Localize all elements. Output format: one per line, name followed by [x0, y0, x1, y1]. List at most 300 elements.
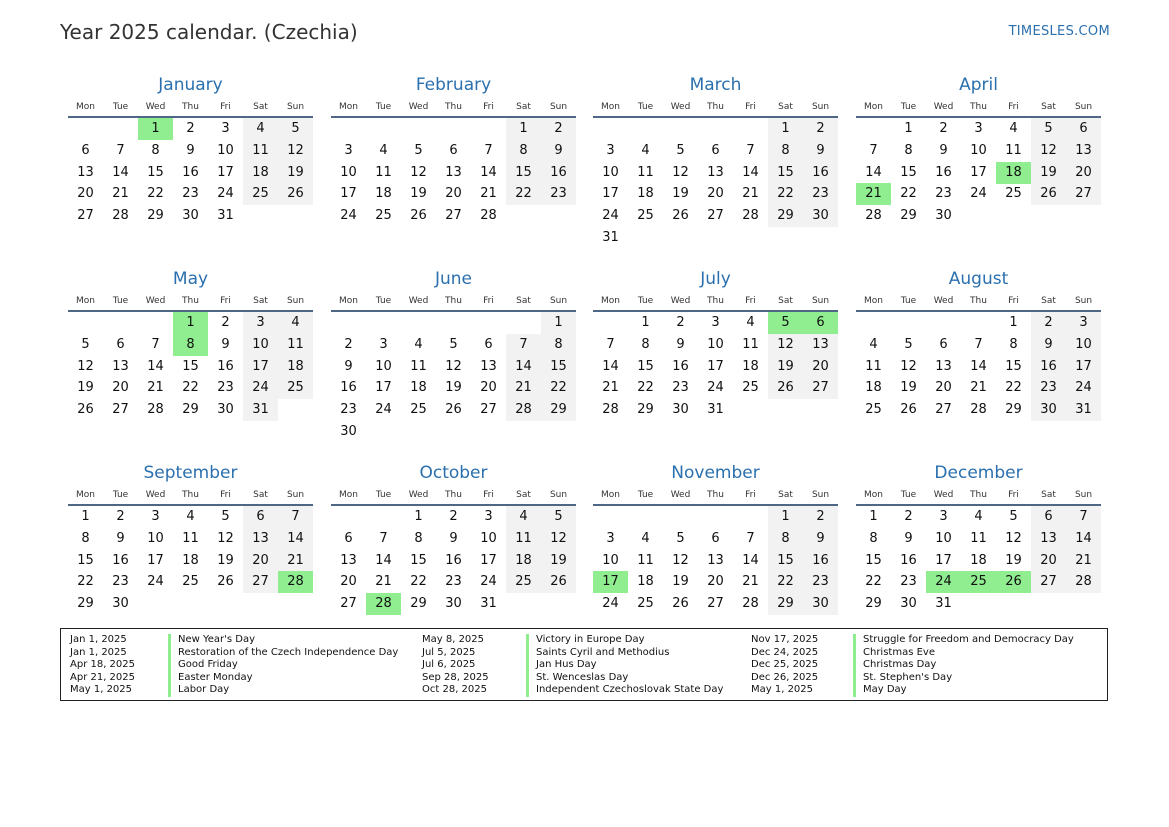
day-cell: 13 — [935, 358, 952, 374]
day-cell: 21 — [278, 550, 313, 572]
day-cell: 3 — [221, 121, 230, 136]
day-cell: 19 — [1031, 162, 1066, 184]
day-cell: 23 — [182, 186, 199, 202]
day-cell: 9 — [541, 140, 576, 162]
day-cell: 20 — [445, 186, 462, 202]
day-cell: 17 — [375, 380, 392, 396]
weekday-header: Fri — [745, 296, 756, 306]
day-cell: 5 — [221, 509, 230, 524]
day-cell: 8 — [869, 530, 878, 546]
day-cell: 22 — [147, 186, 164, 202]
holiday-day-cell: 1 — [138, 118, 173, 140]
weekday-header: Tue — [900, 490, 917, 500]
day-cell: 9 — [904, 530, 913, 546]
weekday-header: Mon — [864, 490, 883, 500]
day-cell: 30 — [340, 424, 357, 439]
day-cell: 16 — [803, 162, 838, 184]
day-cell: 19 — [410, 186, 427, 202]
holiday-name: Jan Hus Day — [526, 659, 723, 672]
day-cell: 9 — [449, 530, 458, 546]
day-cell: 4 — [641, 142, 650, 158]
day-cell: 1 — [768, 506, 803, 528]
day-cell: 24 — [217, 186, 234, 202]
day-cell: 11 — [375, 164, 392, 180]
weekday-header: Sat — [1041, 102, 1056, 112]
day-cell: 26 — [672, 208, 689, 224]
weekday-header: Sat — [253, 102, 268, 112]
day-cell: 20 — [1066, 162, 1101, 184]
day-cell: 25 — [865, 402, 882, 418]
day-cell: 5 — [904, 336, 913, 352]
day-cell: 24 — [375, 402, 392, 418]
day-cell: 6 — [711, 530, 720, 546]
day-cell: 10 — [243, 334, 278, 356]
day-cell: 27 — [803, 377, 838, 399]
day-cell: 4 — [506, 506, 541, 528]
day-cell: 25 — [506, 571, 541, 593]
month-name: December — [934, 463, 1023, 483]
day-cell: 27 — [77, 208, 94, 224]
day-cell: 18 — [637, 186, 654, 202]
legend-name-column — [168, 634, 398, 697]
day-cell: 8 — [414, 530, 423, 546]
day-cell: 16 — [935, 164, 952, 180]
day-cell: 1 — [541, 312, 576, 334]
day-cell: 6 — [243, 506, 278, 528]
day-cell: 1 — [869, 509, 878, 524]
day-cell: 6 — [484, 336, 493, 352]
weekday-header: Mon — [76, 490, 95, 500]
day-cell: 28 — [602, 402, 619, 418]
day-cell: 25 — [637, 208, 654, 224]
day-cell: 16 — [217, 358, 234, 374]
day-cell: 10 — [340, 164, 357, 180]
day-cell: 7 — [1066, 506, 1101, 528]
holiday-name: Independent Czechoslovak State Day — [526, 684, 723, 697]
weekday-header: Wed — [933, 102, 954, 112]
day-cell: 20 — [1031, 550, 1066, 572]
holiday-date: Jan 1, 2025 — [70, 646, 127, 658]
day-cell: 2 — [676, 315, 685, 330]
day-cell: 11 — [970, 530, 987, 546]
weekday-header: Mon — [76, 296, 95, 306]
day-cell: 21 — [742, 186, 759, 202]
weekday-header: Fri — [1008, 490, 1019, 500]
day-cell: 24 — [602, 208, 619, 224]
weekday-header: Wed — [408, 102, 429, 112]
day-cell: 12 — [445, 358, 462, 374]
legend-date-column — [70, 634, 135, 697]
day-cell: 23 — [935, 186, 952, 202]
weekday-header: Thu — [445, 102, 462, 112]
day-cell: 9 — [803, 528, 838, 550]
day-cell: 20 — [112, 380, 129, 396]
holiday-day-cell: 28 — [366, 593, 401, 615]
weekday-header: Sun — [549, 102, 568, 112]
day-cell: 15 — [768, 550, 803, 572]
day-cell: 3 — [606, 530, 615, 546]
weekday-header: Sun — [811, 102, 830, 112]
day-cell: 5 — [449, 336, 458, 352]
holiday-date: May 1, 2025 — [751, 684, 814, 696]
day-cell: 10 — [602, 164, 619, 180]
day-cell: 19 — [541, 550, 576, 572]
day-cell: 14 — [602, 358, 619, 374]
day-cell: 28 — [742, 208, 759, 224]
holiday-legend — [60, 628, 1108, 701]
day-cell: 3 — [151, 509, 160, 524]
day-cell: 21 — [375, 574, 392, 590]
day-cell: 11 — [637, 552, 654, 568]
day-cell: 13 — [243, 528, 278, 550]
day-cell: 27 — [707, 596, 724, 612]
day-cell: 10 — [970, 142, 987, 158]
day-cell: 25 — [410, 402, 427, 418]
day-cell: 17 — [935, 552, 952, 568]
day-cell: 20 — [480, 380, 497, 396]
day-cell: 4 — [278, 312, 313, 334]
day-cell: 16 — [112, 552, 129, 568]
day-cell: 16 — [340, 380, 357, 396]
weekday-header: Sun — [811, 490, 830, 500]
weekday-header: Thu — [970, 102, 987, 112]
day-cell: 4 — [746, 315, 755, 330]
holiday-day-cell: 24 — [926, 571, 961, 593]
day-cell: 15 — [865, 552, 882, 568]
day-cell: 16 — [900, 552, 917, 568]
day-cell: 7 — [151, 336, 160, 352]
day-cell: 10 — [935, 530, 952, 546]
holiday-date: Oct 28, 2025 — [422, 684, 487, 696]
day-cell: 12 — [768, 334, 803, 356]
weekday-header: Sun — [1074, 296, 1093, 306]
holiday-name: Struggle for Freedom and Democracy Day — [853, 634, 1074, 647]
day-cell: 20 — [935, 380, 952, 396]
day-cell: 15 — [768, 162, 803, 184]
day-cell: 12 — [410, 164, 427, 180]
day-cell: 16 — [541, 162, 576, 184]
weekday-header: Wed — [670, 296, 691, 306]
day-cell: 22 — [410, 574, 427, 590]
holiday-day-cell: 28 — [278, 571, 313, 593]
day-cell: 18 — [865, 380, 882, 396]
weekday-header: Fri — [745, 490, 756, 500]
day-cell: 2 — [803, 118, 838, 140]
day-cell: 14 — [742, 552, 759, 568]
day-cell: 27 — [1066, 183, 1101, 205]
day-cell: 27 — [243, 571, 278, 593]
day-cell: 7 — [869, 142, 878, 158]
weekday-header: Sat — [253, 296, 268, 306]
day-cell: 1 — [904, 121, 913, 136]
day-cell: 14 — [278, 528, 313, 550]
holiday-name: St. Wenceslas Day — [526, 672, 723, 685]
day-cell: 28 — [147, 402, 164, 418]
day-cell: 29 — [768, 593, 803, 615]
holiday-name: Christmas Day — [853, 659, 1074, 672]
day-cell: 14 — [506, 356, 541, 378]
day-cell: 8 — [151, 142, 160, 158]
day-cell: 6 — [1031, 506, 1066, 528]
day-cell: 21 — [970, 380, 987, 396]
day-cell: 26 — [768, 377, 803, 399]
weekday-header: Thu — [707, 490, 724, 500]
day-cell: 27 — [445, 208, 462, 224]
holiday-name: Easter Monday — [168, 672, 398, 685]
day-cell: 4 — [379, 142, 388, 158]
day-cell: 12 — [278, 140, 313, 162]
day-cell: 31 — [1066, 399, 1101, 421]
month-name: February — [415, 75, 492, 95]
day-cell: 6 — [939, 336, 948, 352]
day-cell: 9 — [221, 336, 230, 352]
weekday-header: Sat — [253, 490, 268, 500]
day-cell: 29 — [768, 205, 803, 227]
day-cell: 23 — [900, 574, 917, 590]
day-cell: 1 — [506, 118, 541, 140]
day-cell: 28 — [742, 596, 759, 612]
day-cell: 3 — [379, 336, 388, 352]
day-cell: 23 — [217, 380, 234, 396]
day-cell: 27 — [935, 402, 952, 418]
day-cell: 25 — [637, 596, 654, 612]
month-name: November — [671, 463, 760, 483]
weekday-header: Sun — [1074, 490, 1093, 500]
day-cell: 7 — [746, 530, 755, 546]
weekday-header: Sat — [778, 296, 793, 306]
day-cell: 23 — [803, 183, 838, 205]
day-cell: 10 — [480, 530, 497, 546]
day-cell: 5 — [1031, 118, 1066, 140]
weekday-header: Fri — [1008, 102, 1019, 112]
weekday-header: Fri — [745, 102, 756, 112]
day-cell: 16 — [1031, 356, 1066, 378]
day-cell: 11 — [637, 164, 654, 180]
day-cell: 13 — [1031, 528, 1066, 550]
day-cell: 16 — [803, 550, 838, 572]
day-cell: 13 — [112, 358, 129, 374]
day-cell: 3 — [606, 142, 615, 158]
day-cell: 25 — [375, 208, 392, 224]
day-cell: 23 — [803, 571, 838, 593]
month-name: July — [700, 269, 731, 289]
day-cell: 2 — [449, 509, 458, 524]
day-cell: 4 — [974, 509, 983, 524]
holiday-date: Dec 24, 2025 — [751, 646, 819, 658]
weekday-header: Tue — [900, 296, 917, 306]
day-cell: 22 — [182, 380, 199, 396]
day-cell: 21 — [1066, 550, 1101, 572]
weekday-header: Wed — [933, 296, 954, 306]
weekday-header: Mon — [601, 102, 620, 112]
day-cell: 23 — [1031, 377, 1066, 399]
day-cell: 30 — [217, 402, 234, 418]
day-cell: 26 — [900, 402, 917, 418]
day-cell: 21 — [112, 186, 129, 202]
weekday-header: Thu — [707, 102, 724, 112]
day-cell: 14 — [375, 552, 392, 568]
day-cell: 11 — [410, 358, 427, 374]
day-cell: 8 — [541, 334, 576, 356]
day-cell: 8 — [768, 528, 803, 550]
day-cell: 12 — [672, 164, 689, 180]
day-cell: 23 — [445, 574, 462, 590]
day-cell: 18 — [742, 358, 759, 374]
day-cell: 11 — [243, 140, 278, 162]
day-cell: 10 — [217, 142, 234, 158]
day-cell: 15 — [410, 552, 427, 568]
weekday-header: Mon — [864, 102, 883, 112]
day-cell: 3 — [1066, 312, 1101, 334]
day-cell: 18 — [410, 380, 427, 396]
day-cell: 25 — [243, 183, 278, 205]
day-cell: 17 — [243, 356, 278, 378]
day-cell: 22 — [865, 574, 882, 590]
day-cell: 19 — [278, 162, 313, 184]
day-cell: 6 — [116, 336, 125, 352]
day-cell: 9 — [939, 142, 948, 158]
day-cell: 11 — [865, 358, 882, 374]
day-cell: 19 — [768, 356, 803, 378]
day-cell: 4 — [641, 530, 650, 546]
day-cell: 30 — [803, 205, 838, 227]
day-cell: 14 — [480, 164, 497, 180]
day-cell: 2 — [541, 118, 576, 140]
day-cell: 22 — [1005, 380, 1022, 396]
day-cell: 16 — [445, 552, 462, 568]
day-cell: 15 — [77, 552, 94, 568]
day-cell: 4 — [243, 118, 278, 140]
day-cell: 5 — [414, 142, 423, 158]
holiday-name: New Year's Day — [168, 634, 398, 647]
day-cell: 9 — [803, 140, 838, 162]
holiday-day-cell: 17 — [593, 571, 628, 593]
weekday-header: Sat — [516, 296, 531, 306]
holiday-date: Jul 5, 2025 — [422, 646, 476, 658]
holiday-day-cell: 18 — [996, 162, 1031, 184]
day-cell: 13 — [340, 552, 357, 568]
day-cell: 23 — [541, 183, 576, 205]
day-cell: 27 — [340, 596, 357, 612]
day-cell: 28 — [970, 402, 987, 418]
weekday-header: Mon — [339, 296, 358, 306]
holiday-day-cell: 5 — [768, 312, 803, 334]
weekday-header: Wed — [145, 490, 166, 500]
holiday-date: Dec 26, 2025 — [751, 671, 819, 683]
day-cell: 16 — [182, 164, 199, 180]
day-cell: 26 — [672, 596, 689, 612]
day-cell: 27 — [480, 402, 497, 418]
day-cell: 5 — [278, 118, 313, 140]
day-cell: 18 — [375, 186, 392, 202]
day-cell: 9 — [1031, 334, 1066, 356]
day-cell: 7 — [379, 530, 388, 546]
day-cell: 2 — [939, 121, 948, 136]
day-cell: 23 — [672, 380, 689, 396]
day-cell: 8 — [904, 142, 913, 158]
weekday-header: Wed — [408, 490, 429, 500]
day-cell: 6 — [344, 530, 353, 546]
day-cell: 12 — [1005, 530, 1022, 546]
day-cell: 1 — [1009, 315, 1018, 330]
weekday-header: Mon — [339, 490, 358, 500]
holiday-date: Dec 25, 2025 — [751, 659, 819, 671]
day-cell: 26 — [445, 402, 462, 418]
day-cell: 30 — [803, 593, 838, 615]
day-cell: 17 — [340, 186, 357, 202]
weekday-header: Wed — [145, 102, 166, 112]
day-cell: 19 — [672, 574, 689, 590]
page-title: Year 2025 calendar. (Czechia) — [60, 20, 358, 44]
day-cell: 18 — [182, 552, 199, 568]
weekday-header: Fri — [1008, 296, 1019, 306]
day-cell: 20 — [707, 574, 724, 590]
weekday-header: Tue — [637, 296, 654, 306]
day-cell: 19 — [900, 380, 917, 396]
month-name: August — [948, 269, 1009, 289]
day-cell: 17 — [1066, 356, 1101, 378]
holiday-name: Victory in Europe Day — [526, 634, 723, 647]
month-name: September — [143, 463, 238, 483]
day-cell: 18 — [506, 550, 541, 572]
day-cell: 10 — [707, 336, 724, 352]
day-cell: 3 — [711, 315, 720, 330]
day-cell: 18 — [278, 356, 313, 378]
day-cell: 21 — [602, 380, 619, 396]
holiday-date: Apr 18, 2025 — [70, 659, 136, 671]
day-cell: 19 — [445, 380, 462, 396]
weekday-header: Mon — [76, 102, 95, 112]
holiday-day-cell: 21 — [856, 183, 891, 205]
weekday-header: Tue — [900, 102, 917, 112]
weekday-header: Sun — [286, 102, 305, 112]
day-cell: 5 — [1009, 509, 1018, 524]
holiday-name: Labor Day — [168, 684, 398, 697]
weekday-header: Fri — [483, 490, 494, 500]
holiday-date: May 1, 2025 — [70, 684, 133, 696]
day-cell: 14 — [1066, 528, 1101, 550]
month-divider — [331, 310, 576, 312]
day-cell: 29 — [410, 596, 427, 612]
holiday-name: Saints Cyril and Methodius — [526, 647, 723, 660]
day-cell: 24 — [147, 574, 164, 590]
month-name: January — [158, 75, 223, 95]
day-cell: 7 — [506, 334, 541, 356]
day-cell: 21 — [742, 574, 759, 590]
day-cell: 17 — [480, 552, 497, 568]
weekday-header: Sat — [1041, 490, 1056, 500]
day-cell: 8 — [768, 140, 803, 162]
weekday-header: Mon — [864, 296, 883, 306]
day-cell: 29 — [147, 208, 164, 224]
weekday-header: Mon — [601, 296, 620, 306]
day-cell: 18 — [243, 162, 278, 184]
day-cell: 26 — [217, 574, 234, 590]
day-cell: 24 — [970, 186, 987, 202]
day-cell: 11 — [182, 530, 199, 546]
day-cell: 13 — [803, 334, 838, 356]
day-cell: 23 — [340, 402, 357, 418]
day-cell: 26 — [278, 183, 313, 205]
site-link[interactable]: TIMESLES.COM — [1008, 24, 1110, 39]
day-cell: 15 — [147, 164, 164, 180]
day-cell: 1 — [81, 509, 90, 524]
day-cell: 29 — [865, 596, 882, 612]
day-cell: 25 — [742, 380, 759, 396]
weekday-header: Thu — [707, 296, 724, 306]
weekday-header: Sat — [778, 490, 793, 500]
day-cell: 14 — [865, 164, 882, 180]
